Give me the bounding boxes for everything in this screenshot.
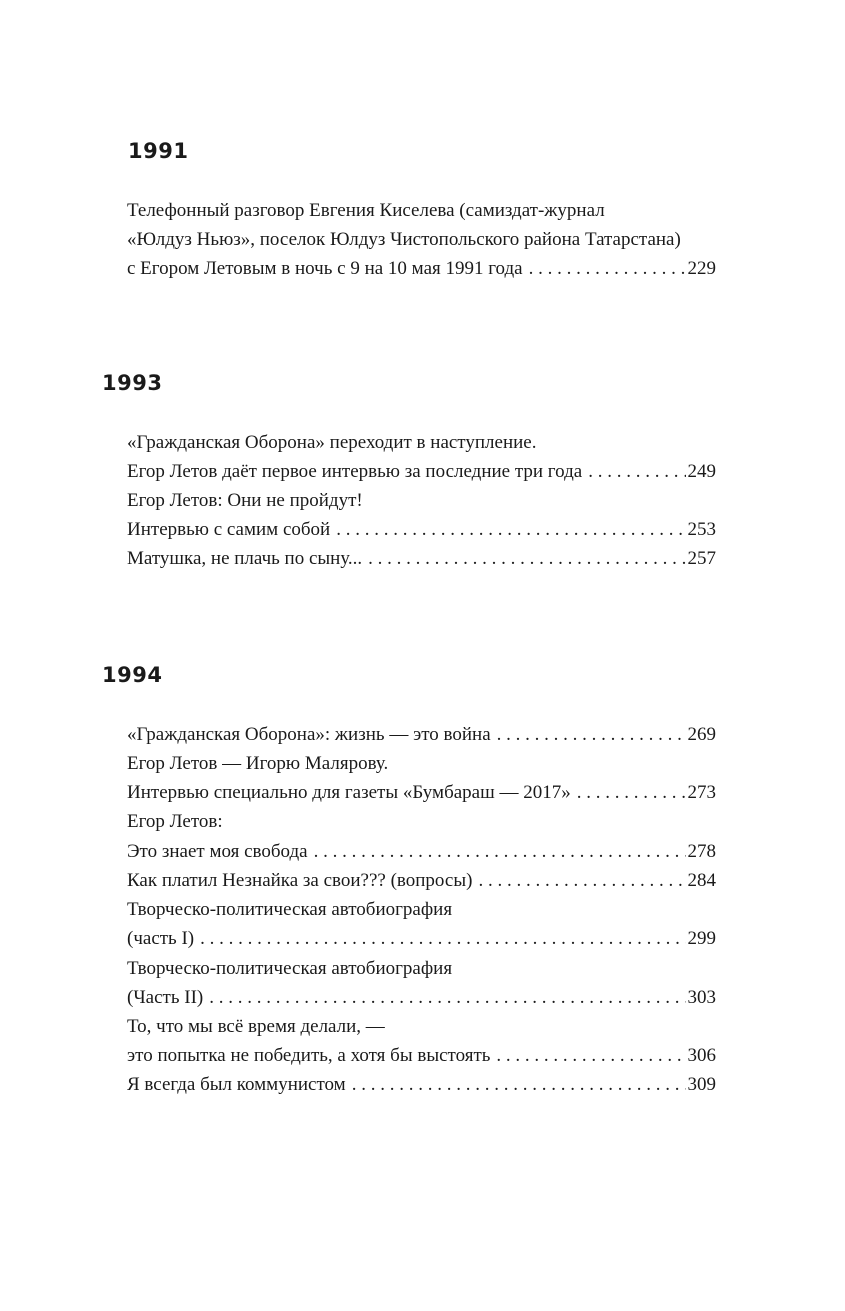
toc-entry-text: с Егором Летовым в ночь с 9 на 10 мая 1991 года: [127, 258, 523, 279]
dot-leader: [330, 515, 685, 544]
toc-entry-text: Егор Летов: Они не пройдут!: [127, 490, 363, 511]
toc-entry-text: Творческо-политическая автобиография: [127, 958, 453, 979]
page-number: 284: [687, 870, 716, 891]
toc-entry[interactable]: [127, 837, 716, 866]
toc-entry[interactable]: [127, 457, 716, 486]
section-heading-1991: 1991: [128, 139, 189, 163]
page-number: 278: [687, 841, 716, 862]
toc-entry[interactable]: [127, 983, 716, 1012]
toc-line: [127, 486, 716, 515]
page-number: 309: [687, 1074, 716, 1095]
toc-line: [127, 225, 716, 254]
section-heading-1994: 1994: [102, 663, 163, 687]
toc-entry-text: «Гражданская Оборона»: жизнь — это война: [127, 724, 491, 745]
toc-line: [127, 895, 716, 924]
toc-entry-text: Егор Летов — Игорю Малярову.: [127, 753, 389, 774]
toc-entry-text: это попытка не победить, а хотя бы выстоять: [127, 1045, 491, 1066]
dot-leader: [472, 866, 685, 895]
toc-entry-text: Егор Летов:: [127, 811, 223, 832]
toc-entry-text: Я всегда был коммунистом: [127, 1074, 346, 1095]
page-number: 253: [687, 519, 716, 540]
page-number: 306: [687, 1045, 716, 1066]
dot-leader: [194, 924, 685, 953]
dot-leader: [308, 837, 686, 866]
toc-entry-text: (часть I): [127, 928, 195, 949]
toc-entry[interactable]: [127, 778, 716, 807]
toc-entry-text: Творческо-политическая автобиография: [127, 899, 453, 920]
toc-entry[interactable]: [127, 1041, 716, 1070]
toc-entry[interactable]: [127, 866, 716, 895]
toc-entry[interactable]: [127, 515, 716, 544]
toc-line: [127, 807, 716, 836]
toc-entry-text: Это знает моя свобода: [127, 841, 308, 862]
toc-entry-text: Егор Летов даёт первое интервью за последние три года: [127, 461, 583, 482]
toc-entry-text: Интервью специально для газеты «Бумбараш — 2017»: [127, 782, 571, 803]
page-number: 303: [687, 987, 716, 1008]
dot-leader: [523, 254, 686, 283]
dot-leader: [491, 720, 686, 749]
toc-entry[interactable]: [127, 254, 716, 283]
toc-entry[interactable]: [127, 544, 716, 573]
toc-line: [127, 1012, 716, 1041]
toc-entry-text: «Гражданская Оборона» переходит в наступление.: [127, 432, 537, 453]
toc-line: [127, 749, 716, 778]
dot-leader: [582, 457, 685, 486]
toc-line: [127, 428, 716, 457]
toc-entry-text: То, что мы всё время делали, —: [127, 1016, 385, 1037]
toc-entry[interactable]: [127, 924, 716, 953]
dot-leader: [203, 983, 685, 1012]
page-number: 269: [687, 724, 716, 745]
page-number: 229: [687, 258, 716, 279]
toc-line: [127, 196, 716, 225]
toc-entry-text: (Часть II): [127, 987, 204, 1008]
toc-entry[interactable]: [127, 720, 716, 749]
dot-leader: [362, 544, 685, 573]
dot-leader: [571, 778, 686, 807]
toc-entry-text: Как платил Незнайка за свои??? (вопросы): [127, 870, 473, 891]
toc-entry[interactable]: [127, 1070, 716, 1099]
page-number: 273: [687, 782, 716, 803]
toc-entry-text: Телефонный разговор Евгения Киселева (самиздат-журнал: [127, 200, 605, 221]
page-number: 257: [687, 548, 716, 569]
toc-entry-text: Матушка, не плачь по сыну...: [127, 548, 363, 569]
toc-entry-text: «Юлдуз Ньюз», поселок Юлдуз Чистопольского района Татарстана): [127, 229, 681, 250]
section-heading-1993: 1993: [102, 371, 163, 395]
page-number: 299: [687, 928, 716, 949]
toc-entry-text: Интервью с самим собой: [127, 519, 331, 540]
toc-line: [127, 954, 716, 983]
dot-leader: [346, 1070, 686, 1099]
dot-leader: [490, 1041, 685, 1070]
page-number: 249: [687, 461, 716, 482]
